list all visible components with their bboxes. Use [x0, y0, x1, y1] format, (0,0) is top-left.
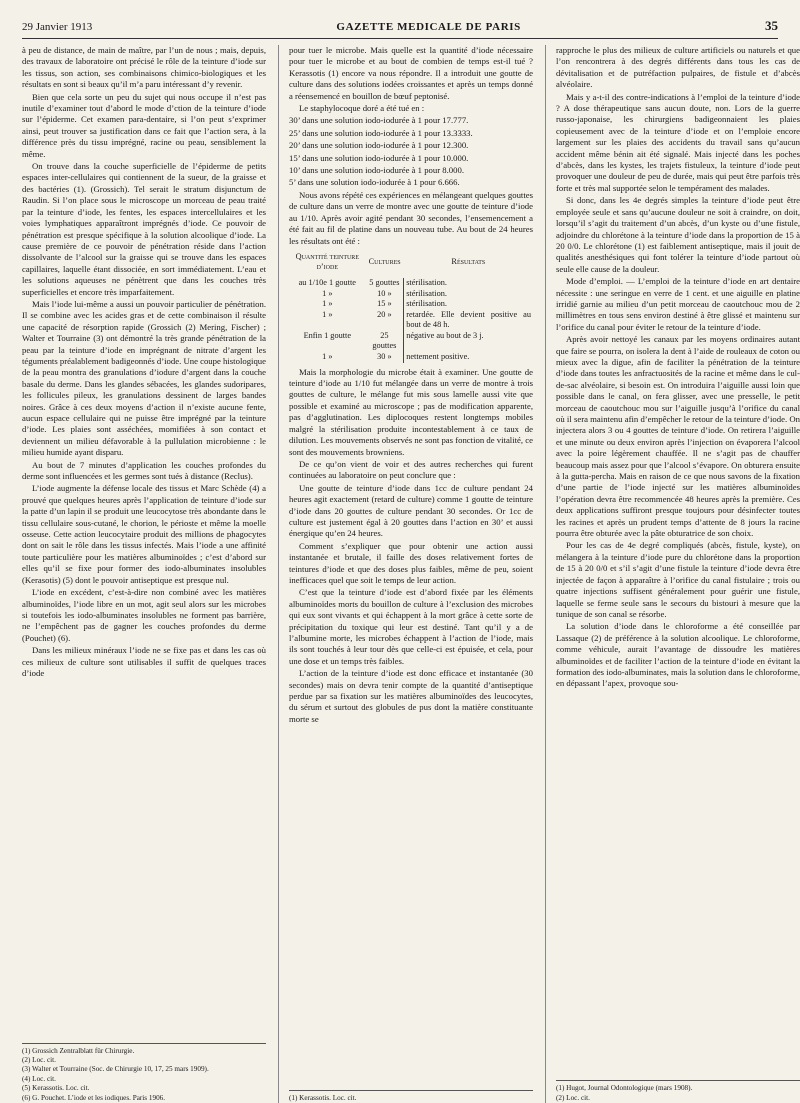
table-row	[289, 278, 533, 289]
table-row	[289, 331, 533, 352]
cell-result: stérilisation.	[404, 289, 533, 300]
paragraph: La solution d’iode dans le chloroforme a été conseillée par Lassaque (2) de préférence à la solution alcoolique. Le chloroforme, comme véhicule, aurait l’avantage de dissoudre les matières albuminoïdes et de faciliter l’action de la teinture d’iode en évitant la formation des iodo-albuminates, mais la solution dans le chloroforme, en dépassant l’apex, provoque sou-	[556, 621, 800, 689]
dilution-line: 30’ dans une solution iodo-iodurée à 1 pour 17.777.	[289, 115, 469, 126]
results-table	[289, 250, 533, 363]
column-2-footnotes	[289, 1090, 533, 1103]
paragraph: Mais l’iode lui-même a aussi un pouvoir particulier de pénétration. Il se combine avec les acides gras et de cette combinaison il résulte une capacité de résorption rapide (Grossich (2) Mering, Fischer) ; Walter et Tourraine (3) ont démontré la très grande pénétration de la peau par la teinture d’iode en imprégnant de nitrate d’argent les téguments préalablement badigeonnés d’iode. Une coupe histologique de la peau montra des granulations d’iodure d’argent dans la couche basale du derme. Dans les glandes sébacées, les glandes sudoripares, les follicules pileux, les granulations dessinent de larges bandes noires. Grâce à ces deux moyens d’action il n’existe aucune fente, aucun espace cellulaire qui ne puisse être imprégné par la teinture d’iode. Les plaies sont asséchées, momifiées à son contact et deviennent un milieu défavorable à la pullulation microbienne : le milieu humide ayant disparu.	[22, 298, 266, 458]
paragraph: C’est que la teinture d’iode est d’abord fixée par les éléments albuminoïdes morts du bouillon de culture à l’exclusion des microbes qui eux sont vivants et qui échappent à la mort grâce à cette sorte de précipitation du toxique qui leur est destiné. Tant qu’il y a de l’albumine morte, les microbes échappent à l’action de l’iode, mais ils sont touchés à leur tour dès que celle-ci est épuisée, et cela, pour une dose et un temps très faibles.	[289, 587, 533, 666]
paragraph: On trouve dans la couche superficielle de l’épiderme de petits espaces inter-cellulaires qui contiennent de la sueur, de la graisse et des bactéries (1). (Grossich). Tel serait le stratum disjunctum de Raudin. Si l’on place sous le microscope un morceau de peau traité par la teinture d’iode, les fentes, les espaces intercellulaires et les voies lymphatiques apparaîtront imprégnés d’iode. Ce pouvoir de pénétration est presque spécifique à la solution alcoolique d’iode. La cause première de ce pouvoir de pénétration réside dans l’action dissolvante de l’alcool sur la graisse qui se trouve dans les espaces capillaires, laquelle étant dissociée, en sort immédiatement. L’eau et les solutions aqueuses ne pénètrent que dans les couches très superficielles et encore très imparfaitement.	[22, 161, 266, 297]
column-1-body	[22, 45, 266, 983]
footnote: (1) Hugot, Journal Odontologique (mars 1908).	[556, 1084, 693, 1093]
results-table-header	[289, 250, 533, 278]
paragraph: Une goutte de teinture d’iode dans 1cc de culture pendant 24 heures agit exactement (retard de culture) comme 1 goutte de teinture d’iode dans 20 gouttes de culture pendant 30 secondes. Or 1cc de culture est justement égal à 20 gouttes dans l’action en 30’ et aussi énergique qu’en 24 heures.	[289, 482, 533, 539]
footnote: (5) Kerassotis. Loc. cit.	[22, 1084, 90, 1093]
cell-cultures: 30 »	[377, 352, 392, 362]
cell-quantity: 1 »	[322, 288, 333, 298]
paragraph: L’iode augmente la défense locale des tissus et Marc Schède (4) a prouvé que quelques heures après l’application de teinture d’iode sur la patte d’un lapin il se produit une leucocytose très abondante dans le tissu cellulaire sous-cutané, le chorion, le périoste et même la moelle osseuse. Cette action leucocytaire produit des millions de phagocytes dont on sait le rôle dans les tissus infectés. Mais l’iode a une affinité toute particulière pour les matières albuminoïdes ; c’est d’abord sur elles qu’il se fixe pour former des iodo-albuminates insolubles (Kerasotis) (5) dont le pouvoir antiseptique est presque nul.	[22, 483, 266, 585]
paragraph: à peu de distance, de main de maître, par l’un de nous ; mais, depuis, des travaux de laboratoire ont précisé le rôle de la teinture d’iode sur les tissus, son action, ses combinaisons chimico-biologiques et les résultats en sont si beaux qu’il m’a paru intéressant d’y revenir.	[22, 45, 266, 90]
paragraph: Comment s’expliquer que pour obtenir une action aussi instantanée et brutale, il faille des doses relativement fortes de teintures d’iode et que des doses plus faibles, même de peu, soient inefficaces quel que soit le temps de leur action.	[289, 540, 533, 585]
dilution-line: 10’ dans une solution iodo-iodurée à 1 pour 8.000.	[289, 165, 465, 176]
cell-cultures: 5 gouttes	[369, 277, 400, 287]
cell-result: stérilisation.	[404, 299, 533, 310]
paragraph: De ce qu’on vient de voir et des autres recherches qui furent continuées au laboratoire on peut conclure que :	[289, 458, 533, 481]
header-journal-title: GAZETTE MEDICALE DE PARIS	[336, 21, 521, 33]
column-header-quantity: Quantité teinture d’iode	[295, 251, 359, 271]
paragraph: Bien que cela sorte un peu du sujet qui nous occupe il n’est pas inutile d’examiner tout d’abord le mode d’ction de la teinture d’iode sur l’épiderme. Cet examen para-dentaire, si l’on peut s’exprimer ainsi, peut trouver sa justification dans ce fait que l’action sera, à la différence près du tissu imprégné, racine ou peau, sensiblement la même.	[22, 91, 266, 159]
cell-quantity: au 1/10e 1 goutte	[298, 277, 356, 287]
paragraph: Au bout de 7 minutes d’application les couches profondes du derme sont influencées et les germes sont tués à distance (Reclus).	[22, 459, 266, 482]
dilution-line: 20’ dans une solution iodo-iodurée à 1 pour 12.300.	[289, 140, 469, 151]
column-1	[22, 45, 266, 1103]
paragraph: Dans les milieux minéraux l’iode ne se fixe pas et dans les cas où ces milieux de culture sont utilisables il suffit de quelques traces d’iode	[22, 645, 266, 678]
table-row	[289, 289, 533, 300]
column-1-footnotes	[22, 1043, 266, 1103]
text-columns	[22, 45, 800, 1103]
table-row	[289, 352, 533, 363]
cell-quantity: 1 »	[322, 309, 333, 319]
paragraph: Mode d’emploi. — L’emploi de la teinture d’iode en art dentaire nécessite : une seringue en verre de 1 cent. et une aiguille en platine irridié garnie au milieu d’un petit morceau de caoutchouc mou de 2 millimètres en tous sens environ destiné à être glissé et maintenu sur l’orifice du canal pour éviter le retour de la teinture d’iode.	[556, 276, 800, 332]
footnote: (1) Grossich Zentralblatt für Chirurgie.	[22, 1046, 135, 1055]
table-row	[289, 299, 533, 310]
cell-result: stérilisation.	[404, 278, 533, 289]
paragraph: Le staphylocoque doré a été tué en :	[299, 103, 425, 114]
column-3-body	[556, 45, 800, 1003]
column-2-body	[289, 45, 533, 1003]
cell-cultures: 15 »	[377, 299, 392, 309]
column-3	[545, 45, 800, 1103]
footnote: (4) Loc. cit.	[22, 1074, 56, 1083]
paragraph: Mais y a-t-il des contre-indications à l’emploi de la teinture d’iode ? A dose thérapeutique sans aucun doute, non. Lors de la guerre russo-japonaise, les chirurgiens badigeonnaient les plaies copieusement avec de la teinture d’iode et on l’emploie encore largement sur les plaies des accidents du travail sans qu’aucun accident même bénin ait été signalé. Mais injecté dans les poches d’abcès, dans les kystes, les trajets fistuleux, la teinture d’iode peut provoquer une douleur de peu de durée, mais qui peut être parfois très forte et très mal supportée selon le tempérament des malades.	[556, 91, 800, 193]
cell-cultures: 20 »	[377, 309, 392, 319]
paragraph: Pour les cas de 4e degré compliqués (abcès, fistule, kyste), on mélangera à la teinture d’iode pure du chlorétone dans la proportion de 15 à 20 0/0 et s’il s’agit d’une fistule la teinture d’iode devra être injectée de façon à apparaître à l’orifice du canal fistulaire ; trois ou quatre injections suffisent généralement pour guérir une fistule, laquelle se ferme seule sans le secours du bistouri à mesure que la tunique de son canal se résorbe.	[556, 540, 800, 619]
header-page-number: 35	[765, 18, 778, 33]
paragraph: Mais la morphologie du microbe était à examiner. Une goutte de teinture d’iode au 1/10 fut mélangée dans un verre de montre à trois gouttes de culture, le mélange fut mis sous lamelle aussi vite que possible et examiné au microscope ; pas de modification apparente, pas d’agglutination. Les diplocoques restent longtemps mobiles malgré la stérilisation produite incontestablement à ce taux de dilution. Les mouvements observés ne sont pas fonction de vitalité, ce sont des mouvements browniens.	[289, 366, 533, 457]
cell-quantity: 1 »	[322, 299, 333, 309]
paragraph: L’iode en excédent, c’est-à-dire non combiné avec les matières albuminoïdes, l’iode libre en un mot, agit seul alors sur les microbes si toutefois les iodo-albuminates insolubles ne forment pas barrière, ne l’empêchent pas de gagner les couches profondes du derme (Pouchet) (6).	[22, 587, 266, 643]
dilution-line: 25’ dans une solution iodo-iodurée à 1 pour 13.3333.	[289, 127, 473, 138]
column-header-results: Résultats	[451, 256, 486, 266]
footnote: (6) G. Pouchet. L’iode et les iodiques. Paris 1906.	[22, 1093, 166, 1102]
column-header-cultures: Cultures	[368, 256, 401, 266]
dilution-line: 5’ dans une solution iodo-iodurée à 1 pour 6.666.	[289, 177, 460, 188]
cell-cultures: 25 gouttes	[372, 330, 397, 351]
cell-result: négative au bout de 3 j.	[404, 331, 533, 352]
footnote: (2) Loc. cit.	[556, 1093, 590, 1102]
table-row	[289, 310, 533, 331]
cell-cultures: 10 »	[377, 288, 392, 298]
paragraph: rapproche le plus des milieux de culture artificiels ou naturels et que l’on rencontrera à des degrés différents dans tous les cas de dévitalisation et de putréfaction pulpaires, de fistule et d’abcès alvéolaire.	[556, 45, 800, 90]
paragraph: Si donc, dans les 4e degrés simples la teinture d’iode peut être employée seule et sans qu’aucune douleur ne soit à craindre, on doit, lorsqu’il s’agit du traitement d’un abcès, d’un kyste ou d’une fistule, adjoindre du chlorétone à la teinture d’iode dans la proportion de 15 à 20 0/0. Le chlorétone (1) est faiblement antiseptique, mais il jouit de qualités anesthésiques qui font tolérer la teinture d’iode partout où seule elle cause de la douleur.	[556, 195, 800, 274]
footnote: (2) Loc. cit.	[22, 1055, 56, 1064]
paragraph: Nous avons répété ces expériences en mélangeant quelques gouttes de culture dans un verre de montre avec une goutte de teinture d’iode au 1/10. Après avoir agité pendant 30 secondes, l’ensemencement a été fait au fil de platine dans un nouveau tube. Au bout de 24 heures les résultats ont été :	[289, 189, 533, 246]
cell-quantity: 1 »	[322, 352, 333, 362]
paragraph: L’action de la teinture d’iode est donc efficace et instantanée (30 secondes) mais on devra tenir compte de la quantité d’antiseptique perdue par sa fixation sur les matières albuminoïdes des leucocytes, du sérum et surtout des globules de pus dont la matière constituante morte se	[289, 668, 533, 724]
running-head	[22, 18, 778, 39]
cell-quantity: Enfin 1 goutte	[303, 330, 352, 340]
cell-result: nettement positive.	[404, 352, 533, 363]
paragraph: Après avoir nettoyé les canaux par les moyens ordinaires autant que faire se pourra, on isolera la dent à l’aide de rouleaux de coton ou mieux avec la digue, afin de faciliter la pénétration de la teinture d’iode dans toutes les anfractuosités de la racine et même dans le cul-de-sac alvéolaire, si besoin est. On introduira l’aiguille aussi loin que possible dans le canal, on fera glisser, avec une presselle, le petit morceau de caoutchouc mou sur l’aiguille jusqu’à l’orifice du canal où il sera maintenu afin d’empêcher le retour de la teinture d’iode. On injectera alors 3 ou 4 gouttes de teinture d’iode. On retirera l’aiguille et une minute ou deux environ après l’injection on évaporera l’alcool avec la poire légèrement chauffée. Il ne s’agit pas de chauffer beaucoup mais assez pour que l’alcool s’évapore. On obturera ensuite à la gutta-percha. Mais en raison de ce que nous savons de la fixation d’une partie de l’iode injecté sur les matières albuminoïdes l’opération devra être recommencée 48 heures après la première. Ces deux applications suffiront presque toujours pour désinfecter toutes les racines et après un prudent temps d’attente de 8 jours la racine pourra être obturée avec la pâte obturatrice de son choix.	[556, 334, 800, 539]
column-2	[278, 45, 533, 1103]
paragraph: pour tuer le microbe. Mais quelle est la quantité d’iode nécessaire pour tuer le microbe et au bout de combien de temps est-il tué ? Kerassotis (1) encore va nous répondre. Il a introduit une goutte de culture dans des solutions iodées croissantes et après un temps donné a réensemencé en bouillon de bœuf peptonisé.	[289, 45, 533, 101]
dilution-line: 15’ dans une solution iodo-iodurée à 1 pour 10.000.	[289, 152, 469, 163]
footnote: (3) Walter et Tourraine (Soc. de Chirurgie 10, 17, 25 mars 1909).	[22, 1065, 209, 1074]
header-date: 29 Janvier 1913	[22, 21, 93, 33]
footnote: (1) Kerassotis. Loc. cit.	[289, 1093, 357, 1102]
cell-result: retardée. Elle devient positive au bout de 48 h.	[404, 310, 533, 331]
